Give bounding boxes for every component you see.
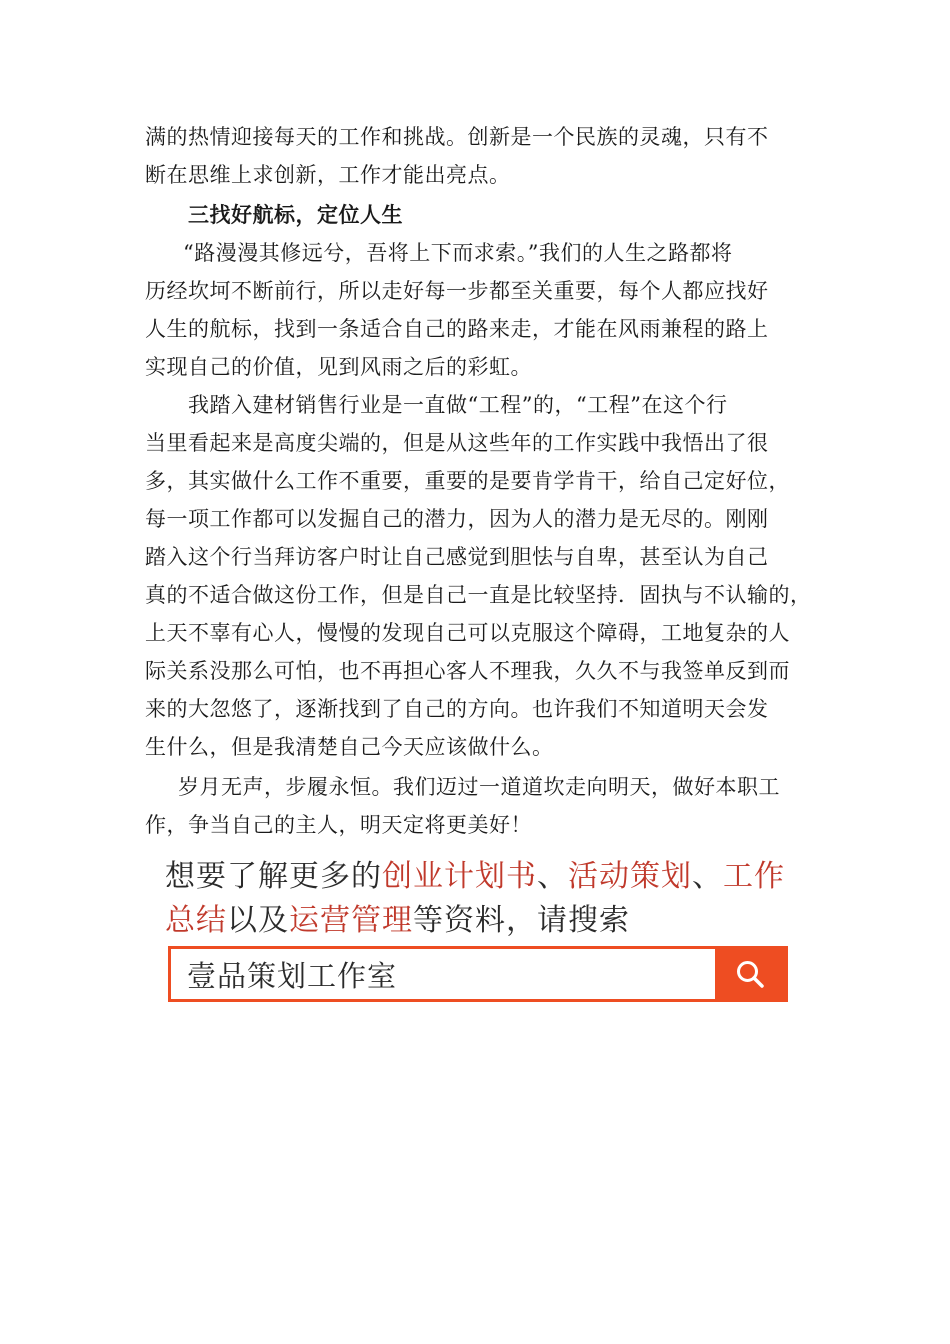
promo-link-operations[interactable]: 运营管理 [289, 903, 413, 938]
text-line: 实现自己的价值，见到风雨之后的彩虹。 [145, 355, 532, 379]
promo-banner [165, 855, 805, 943]
text-line: 来的大忽悠了，逐渐找到了自己的方向。也许我们不知道明天会发 [145, 697, 769, 721]
search-button[interactable] [715, 949, 785, 999]
text-line: “路漫漫其修远兮，吾将上下而求索。”我们的人生之路都将 [183, 241, 733, 265]
text-line: 真的不适合做这份工作，但是自己一直是比较坚持．固执与不认输的， [145, 583, 812, 607]
text-line: 我踏入建材销售行业是一直做“工程”的，“工程”在这个行 [188, 393, 728, 417]
promo-link-work-summary[interactable]: 工作总结 [165, 859, 785, 938]
text-line: 岁月无声，步履永恒。我们迈过一道道坎走向明天，做好本职工 [178, 775, 780, 799]
text-line: 上天不辜有心人，慢慢的发现自己可以克服这个障碍，工地复杂的人 [145, 621, 790, 645]
promo-link-event-planning[interactable]: 活动策划 [568, 859, 692, 894]
text-line: 作，争当自己的主人，明天定将更美好！ [145, 813, 532, 837]
text-line: 断在思维上求创新，工作才能出亮点。 [145, 163, 511, 187]
text-line: 每一项工作都可以发掘自己的潜力，因为人的潜力是无尽的。刚刚 [145, 507, 769, 531]
search-input[interactable]: 壹品策划工作室 [187, 959, 398, 993]
text-line: 历经坎坷不断前行，所以走好每一步都至关重要，每个人都应找好 [145, 279, 769, 303]
search-icon [735, 959, 765, 989]
promo-link-business-plan[interactable]: 创业计划书 [382, 859, 537, 894]
search-bar[interactable] [168, 946, 788, 1002]
section-heading: 三找好航标，定位人生 [188, 202, 403, 227]
promo-separator: 、 [537, 859, 568, 894]
promo-text: 以及 [227, 903, 289, 938]
promo-separator: 、 [692, 859, 723, 894]
promo-text: 等资料，请搜索 [413, 903, 630, 938]
text-line: 生什么，但是我清楚自己今天应该做什么。 [145, 735, 554, 759]
text-line: 人生的航标，找到一条适合自己的路来走，才能在风雨兼程的路上 [145, 317, 769, 341]
text-line: 满的热情迎接每天的工作和挑战。创新是一个民族的灵魂，只有不 [145, 125, 769, 149]
text-line: 际关系没那么可怕，也不再担心客人不理我，久久不与我签单反到而 [145, 659, 790, 683]
text-line: 当里看起来是高度尖端的，但是从这些年的工作实践中我悟出了很 [145, 431, 769, 455]
text-line: 多，其实做什么工作不重要，重要的是要肯学肯干，给自己定好位， [145, 469, 790, 493]
text-line: 踏入这个行当拜访客户时让自己感觉到胆怯与自卑，甚至认为自己 [145, 545, 769, 569]
promo-text: 想要了解更多的 [165, 859, 382, 894]
